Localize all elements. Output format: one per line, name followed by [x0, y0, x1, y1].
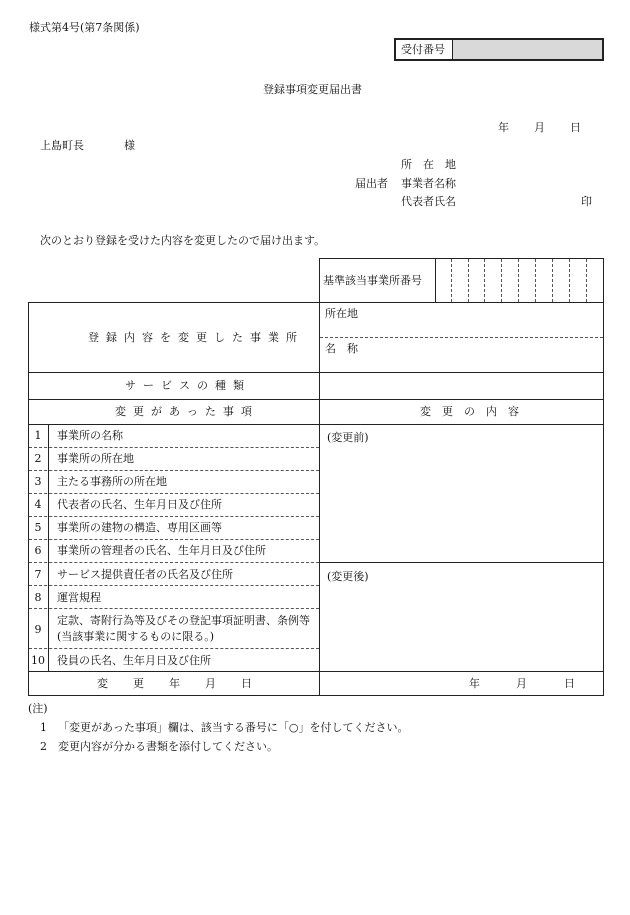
- office-number-label: 基準該当事業所番号: [323, 274, 422, 287]
- note-number: 2: [40, 740, 47, 753]
- change-date-day: 日: [564, 677, 575, 690]
- item-text: 主たる事務所の所在地: [57, 475, 167, 488]
- item-text: 代表者の氏名、生年月日及び住所: [57, 498, 222, 511]
- item-number[interactable]: 7: [34, 568, 42, 581]
- reception-number-field[interactable]: [453, 40, 602, 59]
- item-number[interactable]: 5: [34, 521, 42, 534]
- note-number: 1: [40, 721, 47, 734]
- item-number[interactable]: 2: [34, 452, 42, 465]
- notifier-label: 届出者: [355, 177, 388, 190]
- office-label: 登録内容を変更した事業所: [88, 331, 304, 344]
- change-date-month: 月: [516, 677, 527, 690]
- item-text: 事業所の名称: [57, 429, 123, 442]
- change-date-label: 変 更 年 月 日: [97, 677, 259, 690]
- before-content-field[interactable]: [320, 448, 603, 561]
- changed-items-header: 変更があった事項: [115, 405, 259, 418]
- date-month: 月: [534, 121, 545, 134]
- document-title: 登録事項変更届出書: [263, 83, 362, 96]
- item-text: 運営規程: [57, 591, 101, 604]
- change-content-header: 変 更 の 内 容: [420, 405, 519, 418]
- item-number[interactable]: 8: [34, 591, 42, 604]
- notes-heading: (注): [28, 702, 48, 715]
- addressee-name: 上島町長: [40, 139, 84, 152]
- item-text: 役員の氏名、生年月日及び住所: [57, 654, 211, 667]
- notifier-company-label: 事業者名称: [401, 177, 456, 190]
- change-date-year: 年: [469, 677, 480, 690]
- service-type-label: サービスの種類: [125, 379, 251, 392]
- date-year: 年: [498, 121, 509, 134]
- item-number[interactable]: 10: [31, 654, 45, 667]
- item-text: 事業所の管理者の氏名、生年月日及び住所: [57, 544, 266, 557]
- intro-text: 次のとおり登録を受けた内容を変更したので届け出ます。: [40, 234, 326, 247]
- item-number[interactable]: 3: [34, 475, 42, 488]
- item-number[interactable]: 4: [34, 498, 42, 511]
- after-content-field[interactable]: [320, 587, 603, 670]
- notifier-rep-label: 代表者氏名: [401, 195, 456, 208]
- office-name-label: 名 称: [325, 342, 358, 355]
- note-text: 変更内容が分かる書類を添付してください。: [58, 740, 278, 753]
- office-address-label: 所在地: [325, 307, 358, 320]
- reception-label-cell: [396, 40, 453, 59]
- seal-mark: 印: [581, 195, 592, 208]
- item-text: 事業所の所在地: [57, 452, 134, 465]
- item-text: サービス提供責任者の氏名及び住所: [57, 568, 233, 581]
- before-label: (変更前): [327, 431, 369, 444]
- item-text: 定款、寄附行為等及びその登記事項証明書、条例等(当該事業に関するものに限る。): [57, 614, 310, 643]
- item-number[interactable]: 1: [34, 429, 42, 442]
- note-text: 「変更があった事項」欄は、該当する番号に「○」を付してください。: [58, 721, 409, 734]
- reception-label: 受付番号: [401, 43, 445, 56]
- reception-number-box: [394, 38, 604, 61]
- item-number[interactable]: 6: [34, 544, 42, 557]
- after-label: (変更後): [327, 570, 369, 583]
- addressee-honorific: 様: [124, 139, 135, 152]
- service-type-field[interactable]: [320, 373, 603, 399]
- item-number[interactable]: 9: [34, 623, 42, 636]
- notifier-address-label: 所 在 地: [401, 158, 456, 171]
- office-number-field[interactable]: [436, 259, 603, 302]
- date-day: 日: [570, 121, 581, 134]
- form-number: 様式第4号(第7条関係): [29, 21, 140, 34]
- item-text: 事業所の建物の構造、専用区画等: [57, 521, 222, 534]
